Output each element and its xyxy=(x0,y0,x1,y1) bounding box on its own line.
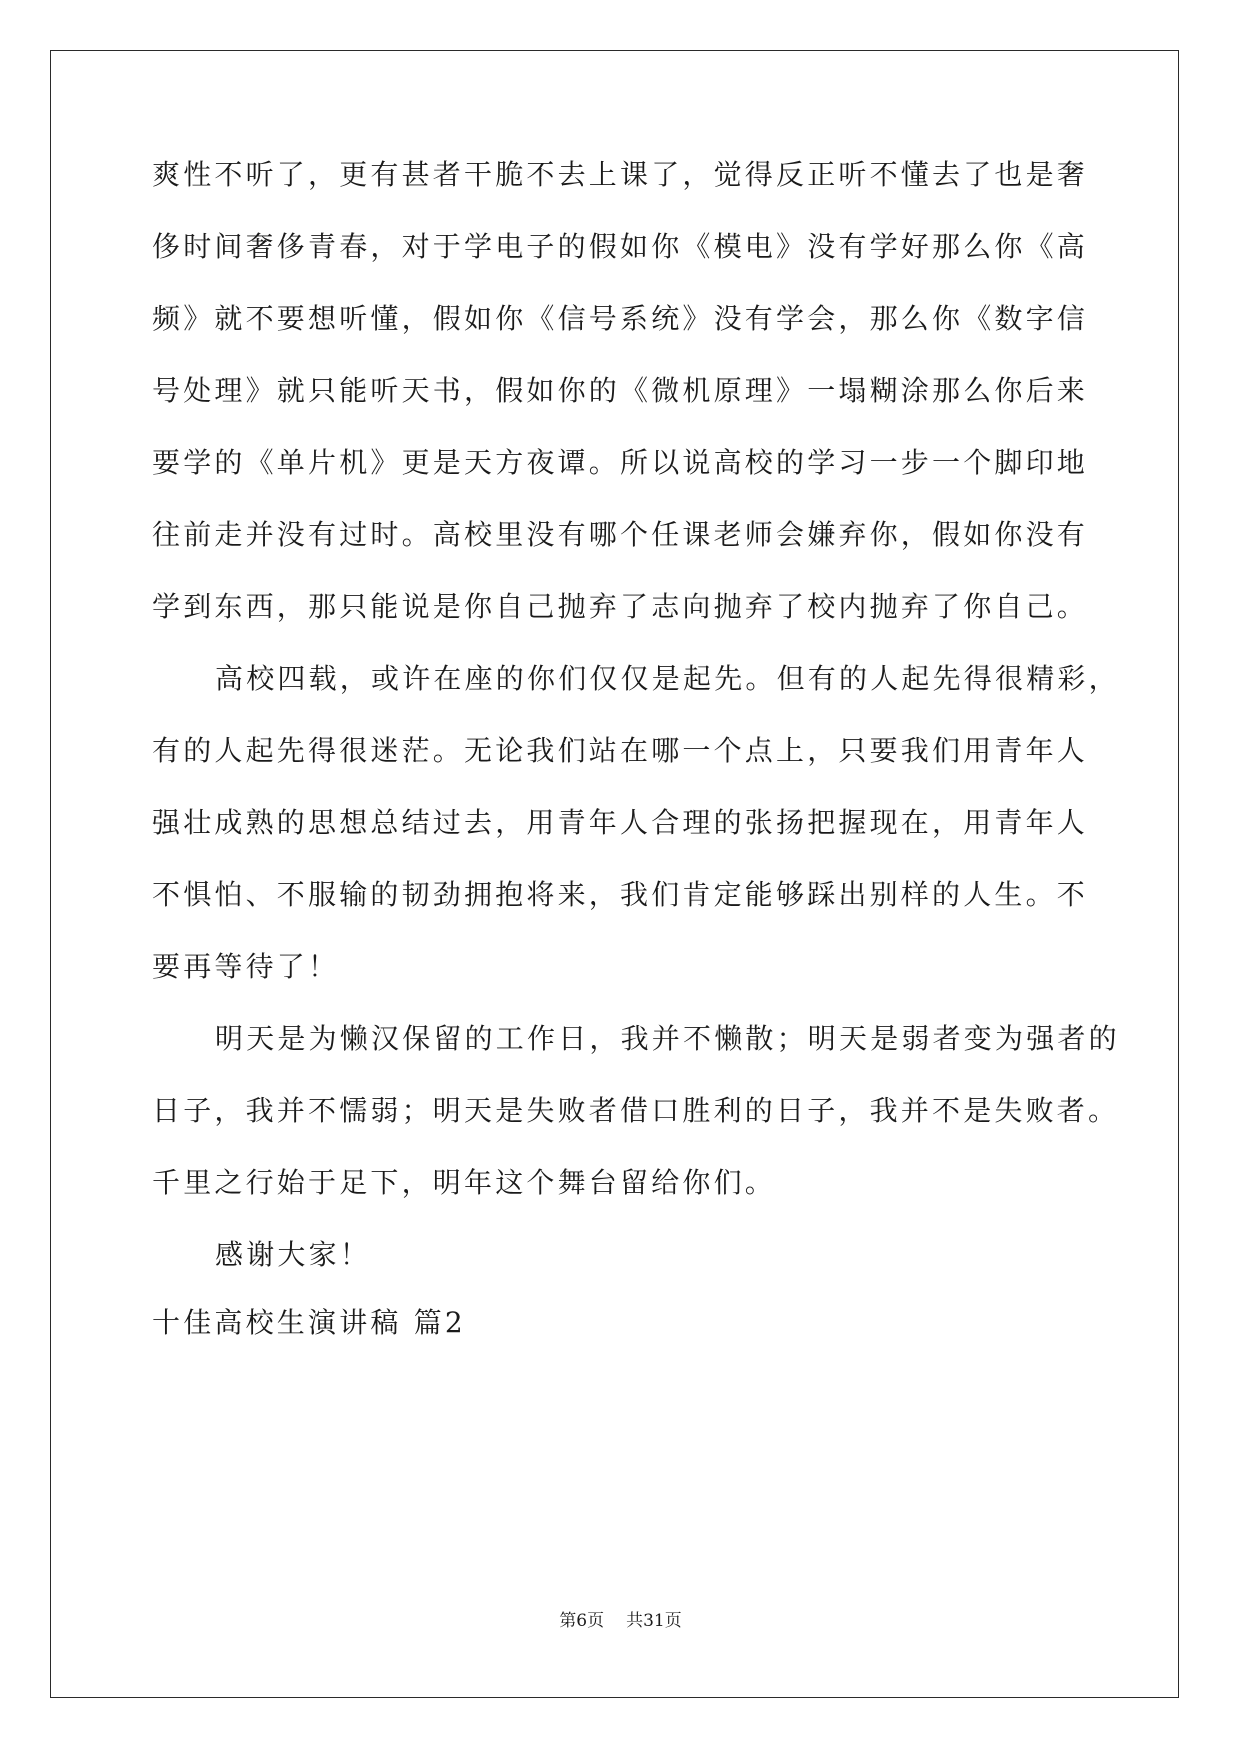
paragraph-line: 号处理》就只能听天书，假如你的《微机原理》一塌糊涂那么你后来 xyxy=(152,374,1089,407)
page-total: 共31页 xyxy=(626,1611,682,1631)
paragraph-line: 有的人起先得很迷茫。无论我们站在哪一个点上，只要我们用青年人 xyxy=(152,734,1089,767)
paragraph-line: 爽性不听了，更有甚者干脆不去上课了，觉得反正听不懂去了也是奢 xyxy=(152,158,1089,191)
section-heading: 十佳高校生演讲稿 篇2 xyxy=(152,1306,466,1339)
paragraph-line: 要学的《单片机》更是天方夜谭。所以说高校的学习一步一个脚印地 xyxy=(152,446,1089,479)
paragraph-line: 不惧怕、不服输的韧劲拥抱将来，我们肯定能够踩出别样的人生。不 xyxy=(152,878,1089,911)
paragraph-line: 往前走并没有过时。高校里没有哪个任课老师会嫌弃你，假如你没有 xyxy=(152,518,1089,551)
paragraph-line: 高校四载，或许在座的你们仅仅是起先。但有的人起先得很精彩， xyxy=(215,662,1120,695)
paragraph-line: 侈时间奢侈青春，对于学电子的假如你《模电》没有学好那么你《高 xyxy=(152,230,1089,263)
paragraph-line: 频》就不要想听懂，假如你《信号系统》没有学会，那么你《数字信 xyxy=(152,302,1089,335)
closing-line: 感谢大家！ xyxy=(215,1238,372,1271)
paragraph-line: 日子，我并不懦弱；明天是失败者借口胜利的日子，我并不是失败者。 xyxy=(152,1094,1120,1127)
paragraph-line: 千里之行始于足下，明年这个舞台留给你们。 xyxy=(152,1166,777,1199)
paragraph-line: 强壮成熟的思想总结过去，用青年人合理的张扬把握现在，用青年人 xyxy=(152,806,1089,839)
page-number: 第6页 xyxy=(559,1611,605,1631)
page-border xyxy=(50,50,1179,1698)
paragraph-line: 学到东西，那只能说是你自己抛弃了志向抛弃了校内抛弃了你自己。 xyxy=(152,590,1089,623)
paragraph-line: 明天是为懒汉保留的工作日，我并不懒散；明天是弱者变为强者的 xyxy=(215,1022,1120,1055)
page-footer xyxy=(0,1609,1241,1633)
paragraph-line: 要再等待了！ xyxy=(152,950,340,983)
